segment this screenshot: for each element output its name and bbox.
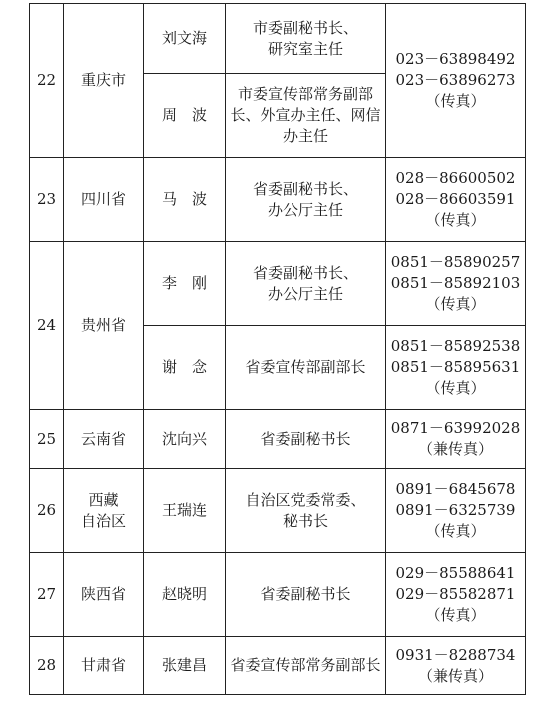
row-number: 22 [30, 4, 64, 158]
phone-cell: 0891－6845678 0891－6325739 （传真） [386, 469, 526, 553]
name-cell: 李 刚 [144, 242, 226, 326]
phone-cell: 029－85588641 029－85582871 （传真） [386, 553, 526, 637]
table-row [30, 4, 526, 74]
name-cell: 刘文海 [144, 4, 226, 74]
row-number: 27 [30, 553, 64, 637]
title-cell: 省委宣传部常务副部长 [226, 637, 386, 695]
contacts-table [29, 3, 526, 695]
phone-cell: 023－63898492 023－63896273 （传真） [386, 4, 526, 158]
title-cell: 省委副秘书长 [226, 410, 386, 469]
title-cell: 省委副秘书长、 办公厅主任 [226, 158, 386, 242]
table-row [30, 637, 526, 695]
phone-cell: 0851－85890257 0851－85892103 （传真） [386, 242, 526, 326]
row-number: 28 [30, 637, 64, 695]
table-row [30, 242, 526, 326]
name-cell: 谢 念 [144, 326, 226, 410]
table-row [30, 410, 526, 469]
region-cell: 甘肃省 [64, 637, 144, 695]
phone-cell: 0871－63992028 （兼传真） [386, 410, 526, 469]
region-cell: 重庆市 [64, 4, 144, 158]
title-cell: 市委宣传部常务副部 长、外宣办主任、网信 办主任 [226, 74, 386, 158]
title-cell: 自治区党委常委、 秘书长 [226, 469, 386, 553]
name-cell: 王瑞连 [144, 469, 226, 553]
row-number: 23 [30, 158, 64, 242]
title-cell: 省委副秘书长、 办公厅主任 [226, 242, 386, 326]
name-cell: 张建昌 [144, 637, 226, 695]
region-cell: 云南省 [64, 410, 144, 469]
row-number: 26 [30, 469, 64, 553]
phone-cell: 028－86600502 028－86603591 （传真） [386, 158, 526, 242]
region-cell: 西藏 自治区 [64, 469, 144, 553]
row-number: 25 [30, 410, 64, 469]
name-cell: 赵晓明 [144, 553, 226, 637]
region-cell: 贵州省 [64, 242, 144, 410]
title-cell: 省委副秘书长 [226, 553, 386, 637]
region-cell: 四川省 [64, 158, 144, 242]
name-cell: 沈向兴 [144, 410, 226, 469]
table-row [30, 469, 526, 553]
name-cell: 马 波 [144, 158, 226, 242]
row-number: 24 [30, 242, 64, 410]
title-cell: 市委副秘书长、 研究室主任 [226, 4, 386, 74]
phone-cell: 0851－85892538 0851－85895631 （传真） [386, 326, 526, 410]
region-cell: 陕西省 [64, 553, 144, 637]
table-row [30, 553, 526, 637]
table-row [30, 158, 526, 242]
phone-cell: 0931－8288734 （兼传真） [386, 637, 526, 695]
name-cell: 周 波 [144, 74, 226, 158]
title-cell: 省委宣传部副部长 [226, 326, 386, 410]
